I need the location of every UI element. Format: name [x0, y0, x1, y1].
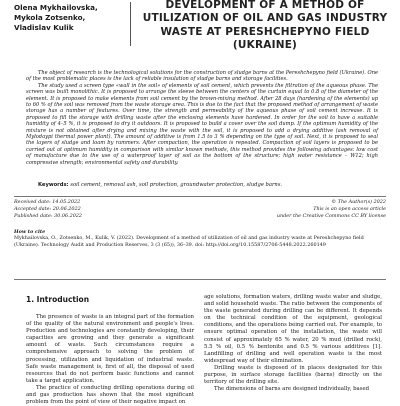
accepted-date: Accepted date: 20.06.2022: [14, 206, 81, 213]
section-heading: 1. Introduction: [26, 295, 90, 304]
left-column: [26, 314, 194, 406]
license-line: under the Creative Commons CC BY license: [276, 213, 386, 220]
abstract-paragraph: The study used a screen type «wall in the soil» of elements of soil cement, which prevents the filtration of the aqueous phase. The screen was built monolithic. It is proposed to arrange the sleeve between the centers of the curtain equal to 0.8 of the diameter of the element. It is proposed to make elements from soil cement by the brown-mixing method. After 28 days (hardening of the elements) up to 60 % of the soil was removed from the waste storage area. This is due to the fact that the proposed method of arrangement of waste storage has a number of features. Over time, the strength and permeability of the aqueous phase of soil cement increase. It is proposed to fill the storage with drilling waste after the enclosing elements have hardened. In order for the soil to have a suitable humidity of 4–5 %, it is proposed to dry it outdoors. It is proposed to build a cover over the soil dump. If the optimum humidity of the mixture is not obtained after drying and mixing the waste with the soil, it is proposed to add a drying additive (ash removal of Myłodaypi thermal power plant). The amount of additive is from 1.5 to 3 % depending on the type of soil. Next, it is proposed to seal the layers of sludge and loam by rammers. After compaction, the operation is repeated. Compaction of soil layers is proposed to be carried out at optimum humidity in comparison with similar known methods, this method provides the following advantages: low cost of manufacture due to the use of a waterproof layer of soil as the bottom of the structure; high water resistance – W12; high compressive strength; environmental safety and durability.: [26, 82, 378, 166]
header-divider: [130, 2, 131, 46]
abstract: [26, 70, 378, 166]
abstract-paragraph: The object of research is the technological solutions for the construction of sludge barns at the Pereshchepyno field (Ukraine). One of the most problematic places is the lack of reliable insulation of sludge barns and storage facilities.: [26, 70, 378, 83]
body-paragraph: Drilling waste is disposed of in places designated for this purpose, in surface storage facilities (barns) directly on the territory of the drilling site.: [204, 364, 382, 386]
published-date: Published date: 30.06.2022: [14, 213, 83, 220]
copyright: © The Author(s) 2022: [331, 199, 386, 205]
article-dates: [14, 199, 82, 221]
license-block: [246, 199, 386, 221]
received-date: Received date: 14.05.2022: [14, 199, 81, 205]
citation: [14, 229, 386, 248]
body-paragraph: The dimensions of barns are designed individually, based: [214, 386, 370, 393]
citation-label: How to cite: [14, 229, 46, 235]
keywords: [38, 182, 378, 188]
keywords-list: soil cement, removal ash, soil protection, groundwater protection, sludge barns.: [70, 182, 283, 188]
author-name: Mykola Zotsenko,: [14, 13, 86, 22]
author-list: [14, 3, 126, 33]
keywords-label: Keywords:: [38, 182, 69, 188]
divider: [14, 196, 386, 197]
license-line: This is an open access article: [313, 206, 386, 213]
body-paragraph: age solutions, formation waters, drilling waste water and sludge, and solid household waste. The ratio between the components of the waste generated during drilling can be different. It depends on the technical condition of the equipment, geological conditions, and the operations being carried out. For example, to ensure optimal operation of the installation, the waste will consist of approximately 65 % water, 20 % mud (drilled rock), 5.5 % oil, 0.5 % bentonite and 0.5 % various additives [1]. Landfilling of drilling and well operation waste is the most widespread way of their elimination.: [204, 294, 382, 364]
body-paragraph: The presence of waste is an integral part of the formation of the quality of the natural environment and people's lives. Production and technologies are constantly developing, their capacities are growing and they generate a significant amount of waste. Such circumstances require a comprehensive approach to solving the problem of processing, utilization and liquidation of industrial waste. Safe waste management is, first of all, the disposal of used resources that do not perform basic functions and cannot take a target application.: [26, 314, 194, 384]
body-paragraph: The practice of conducting drilling operations during oil and gas production has shown that the most significant problem from the point of view of their negative impact on: [26, 384, 194, 406]
author-name: Olena Mykhailovska,: [14, 3, 98, 12]
divider: [14, 279, 386, 280]
author-name: Vladislav Kulik: [14, 23, 74, 32]
article-title: DEVELOPMENT OF A METHOD OF UTILIZATION OF OIL AND GAS INDUSTRY WASTE AT PERESHCHEPYNO FIELD (UKRAINE): [142, 0, 388, 52]
citation-text: Mykhailovska, O., Zotsenko, M., Kulik, V. (2022). Development of a method of utilization of oil and gas industry waste at Pereshchepyno field (Ukraine). Technology Audit and Production Reserves, 3 (3 (65)), 36–39. doi: http://doi.org/10.15587/2706-5448.2022.260149: [14, 235, 364, 248]
right-column: [204, 294, 382, 400]
